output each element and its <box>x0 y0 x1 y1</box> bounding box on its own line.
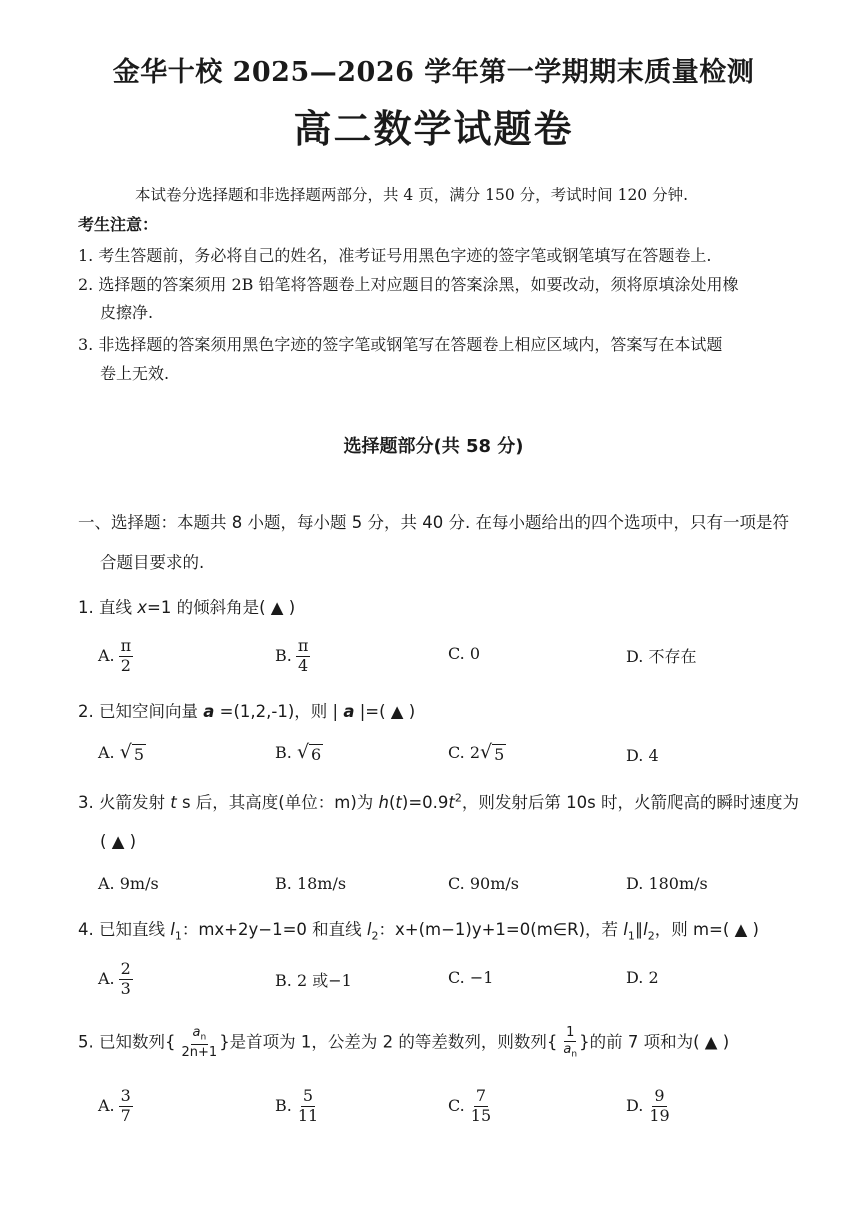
notice-item-3-cont: 卷上无效. <box>100 364 170 383</box>
exam-subtitle: 高二数学试题卷 <box>293 106 574 151</box>
part1-instruction: 一、选择题：本题共 8 小题，每小题 5 分，共 40 分. 在每小题给出的四个选项中，只有一项是符 <box>78 513 789 532</box>
q4-option-a: A. $\frac{2}{3}$ <box>98 959 131 998</box>
q2-option-b: B. √ 6 <box>275 741 322 764</box>
blank-triangle-icon: ▲ <box>270 598 284 617</box>
q2-option-d: D. 4 <box>626 746 659 765</box>
notice-item-1: 1. 考生答题前，务必将自己的姓名，准考证号用黑色字迹的签字笔或钢笔填写在答题卷上. <box>78 246 712 265</box>
question-3-stem: 3. 火箭发射 t s 后，其高度(单位：m)为 $h(t)=0.9t^2$，则发射后第 10s 时，火箭爬高的瞬时速度为 <box>78 791 799 812</box>
q3-option-c: C. 90m/s <box>448 874 519 893</box>
sqrt-icon: √ 5 <box>480 741 505 764</box>
q3-option-a: A. 9m/s <box>98 874 159 893</box>
notice-heading: 考生注意： <box>78 215 159 234</box>
exam-intro: 本试卷分选择题和非选择题两部分，共 4 页，满分 150 分，考试时间 120 分钟. <box>135 186 689 204</box>
q5-option-b: B. $\frac{5}{11}$ <box>275 1086 319 1125</box>
sqrt-icon: √ 6 <box>296 741 322 764</box>
q2-option-a: A. √ 5 <box>98 741 145 764</box>
q3-option-b: B. 18m/s <box>275 874 347 893</box>
section-title: 选择题部分(共 58 分) <box>343 436 524 457</box>
q3-option-d: D. 180m/s <box>626 874 708 893</box>
q5-option-c: C. $\frac{7}{15}$ <box>448 1086 492 1125</box>
question-1-stem: 1. 直线 x=1 的倾斜角是( ▲ ) <box>78 598 296 617</box>
q5-option-d: D. $\frac{9}{19}$ <box>626 1086 670 1125</box>
q2-option-c: C. 2 √ 5 <box>448 741 505 764</box>
q1-option-c: C. 0 <box>448 644 481 663</box>
blank-triangle-icon: ▲ <box>734 920 748 939</box>
question-5-stem: 5. 已知数列{ $\frac{a_n}{2n+1}$ }是首项为 1，公差为 2 的等差数列，则数列{ $\frac{1}{a_n}$ }的前 7 项和为( ▲ ) <box>78 1025 730 1061</box>
sqrt-icon: √ 5 <box>119 741 145 764</box>
notice-item-3: 3. 非选择题的答案须用黑色字迹的签字笔或钢笔写在答题卷上相应区域内，答案写在本试题 <box>78 335 723 354</box>
blank-triangle-icon: ▲ <box>704 1032 718 1052</box>
q1-option-a: A. $\frac{\pi}{2}$ <box>98 636 132 675</box>
question-2-stem: 2. 已知空间向量 a =(1,2,-1)，则 | a |=( ▲ ) <box>78 702 416 721</box>
question-4-stem: 4. 已知直线 $l_1$：mx+2y−1=0 和直线 $l_2$：x+(m−1)y+1=0(m∈R)，若 $l_1\parallel l_2$，则 m=( ▲ ) <box>78 920 759 943</box>
q5-option-a: A. $\frac{3}{7}$ <box>98 1086 131 1125</box>
q4-option-b: B. 2 或−1 <box>275 971 352 990</box>
blank-triangle-icon: ▲ <box>390 702 404 721</box>
question-3-stem-cont: ( ▲ ) <box>100 832 137 851</box>
notice-item-2-cont: 皮擦净. <box>100 303 154 322</box>
notice-item-2: 2. 选择题的答案须用 2B 铅笔将答题卷上对应题目的答案涂黑，如要改动，须将原填涂处用橡 <box>78 275 739 294</box>
q1-option-b: B. $\frac{\pi}{4}$ <box>275 636 309 675</box>
q4-option-c: C. −1 <box>448 968 494 987</box>
blank-triangle-icon: ▲ <box>111 832 125 851</box>
q4-option-d: D. 2 <box>626 968 659 987</box>
q1-option-d: D. 不存在 <box>626 647 697 666</box>
exam-title: 金华十校 2025—2026 学年第一学期期末质量检测 <box>112 57 755 88</box>
part1-instruction-cont: 合题目要求的. <box>100 553 205 572</box>
